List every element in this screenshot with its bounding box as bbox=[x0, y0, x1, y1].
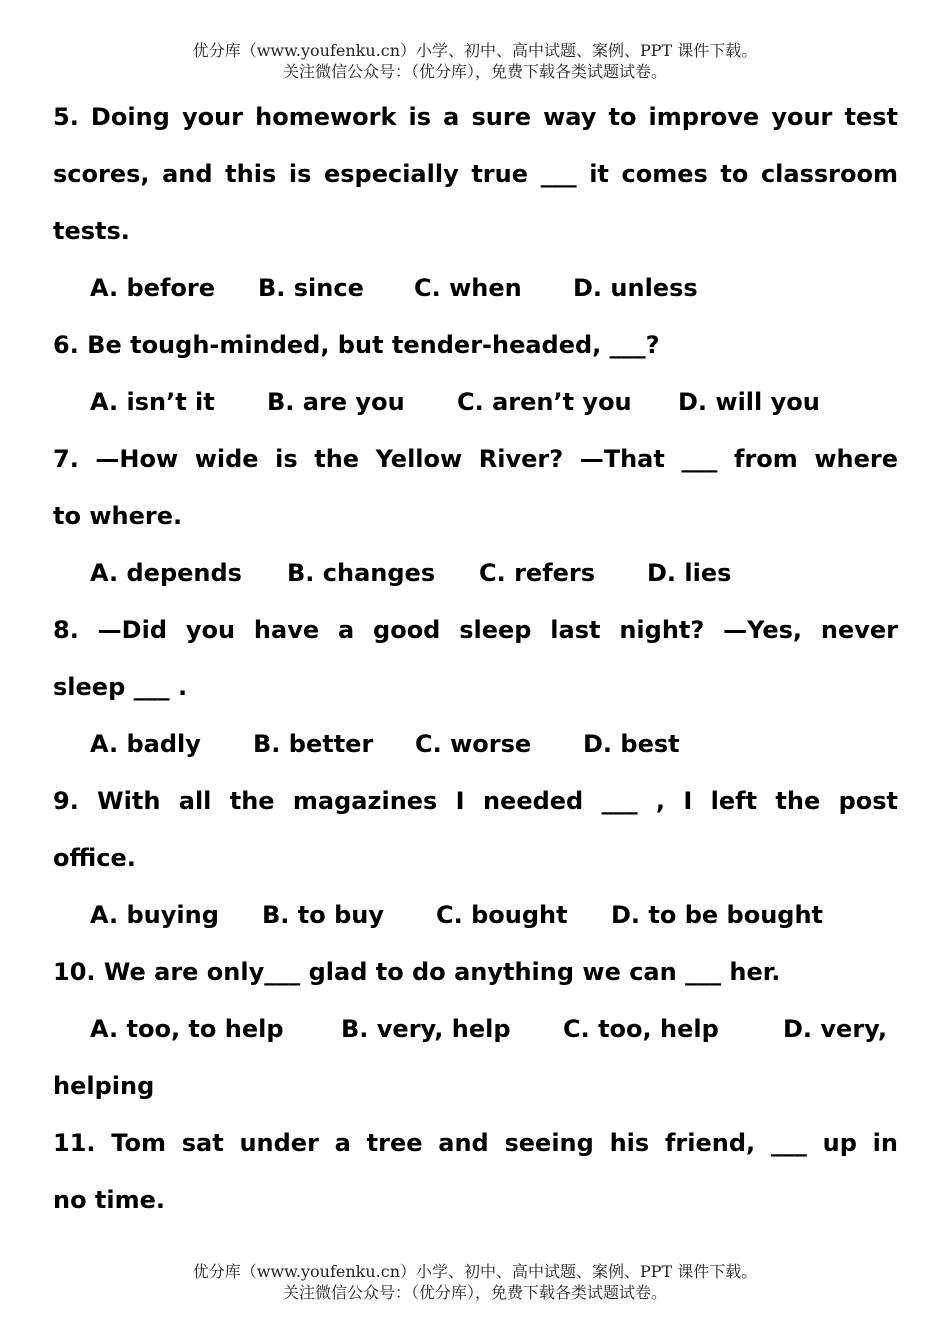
question-8 bbox=[53, 602, 898, 773]
answer-options bbox=[53, 260, 898, 317]
option-b: B. to buy bbox=[262, 901, 384, 929]
option-b: B. since bbox=[258, 274, 364, 302]
option-c: C. when bbox=[414, 274, 522, 302]
question-9 bbox=[53, 773, 898, 944]
option-d: D. will you bbox=[678, 388, 820, 416]
question-stem-line: sleep ___ . bbox=[53, 673, 188, 701]
option-b: B. better bbox=[253, 730, 374, 758]
option-a: A. depends bbox=[90, 559, 242, 587]
answer-options bbox=[53, 887, 898, 944]
option-d: D. unless bbox=[573, 274, 698, 302]
option-c: C. too, help bbox=[563, 1015, 719, 1043]
answer-options bbox=[53, 374, 898, 431]
option-d-continuation: helping bbox=[53, 1072, 155, 1100]
option-c: C. refers bbox=[479, 559, 596, 587]
page-footer bbox=[0, 1261, 950, 1303]
question-11 bbox=[53, 1115, 898, 1229]
question-7 bbox=[53, 431, 898, 602]
option-a: A. too, to help bbox=[90, 1015, 284, 1043]
answer-options bbox=[53, 545, 898, 602]
header-line-1: 优分库（www.youfenku.cn）小学、初中、高中试题、案例、PPT 课件下载。 bbox=[192, 41, 758, 60]
question-stem-line: office. bbox=[53, 844, 136, 872]
question-list bbox=[53, 89, 898, 1229]
question-5 bbox=[53, 89, 898, 317]
option-b: B. very, help bbox=[341, 1015, 511, 1043]
question-stem-line: to where. bbox=[53, 502, 183, 530]
question-stem-line: scores, and this is especially true ___ it comes to classroom bbox=[53, 160, 898, 188]
question-stem-line: 9. With all the magazines I needed ___ , I left the post bbox=[53, 787, 898, 815]
question-stem-line: 7. —How wide is the Yellow River? —That ___ from where bbox=[53, 445, 898, 473]
option-d: D. to be bought bbox=[611, 901, 824, 929]
option-d: D. best bbox=[583, 730, 680, 758]
answer-options bbox=[53, 1001, 898, 1058]
question-6 bbox=[53, 317, 898, 431]
option-b: B. are you bbox=[267, 388, 405, 416]
option-a: A. before bbox=[90, 274, 215, 302]
footer-line-2: 关注微信公众号：（优分库），免费下载各类试题试卷。 bbox=[282, 1283, 667, 1302]
option-a: A. badly bbox=[90, 730, 201, 758]
header-line-2: 关注微信公众号：（优分库），免费下载各类试题试卷。 bbox=[282, 62, 667, 81]
question-stem-line: 8. —Did you have a good sleep last night? —Yes, never bbox=[53, 616, 898, 644]
question-stem-line: 11. Tom sat under a tree and seeing his friend, ___ up in bbox=[53, 1129, 898, 1157]
option-c: C. bought bbox=[436, 901, 568, 929]
question-stem-line: no time. bbox=[53, 1186, 166, 1214]
question-10 bbox=[53, 944, 898, 1115]
question-stem-line: tests. bbox=[53, 217, 130, 245]
option-a: A. buying bbox=[90, 901, 219, 929]
answer-options bbox=[53, 716, 898, 773]
page-header bbox=[0, 40, 950, 82]
question-stem-line: 6. Be tough-minded, but tender-headed, ___? bbox=[53, 331, 660, 359]
question-stem-line: 10. We are only___ glad to do anything we can ___ her. bbox=[53, 958, 781, 986]
option-a: A. isn’t it bbox=[90, 388, 215, 416]
option-d: D. lies bbox=[647, 559, 732, 587]
footer-line-1: 优分库（www.youfenku.cn）小学、初中、高中试题、案例、PPT 课件下载。 bbox=[192, 1262, 758, 1281]
question-stem-line: 5. Doing your homework is a sure way to improve your test bbox=[53, 103, 898, 131]
option-c: C. worse bbox=[415, 730, 532, 758]
option-b: B. changes bbox=[287, 559, 436, 587]
option-d: D. very, bbox=[783, 1015, 888, 1043]
option-c: C. aren’t you bbox=[457, 388, 632, 416]
